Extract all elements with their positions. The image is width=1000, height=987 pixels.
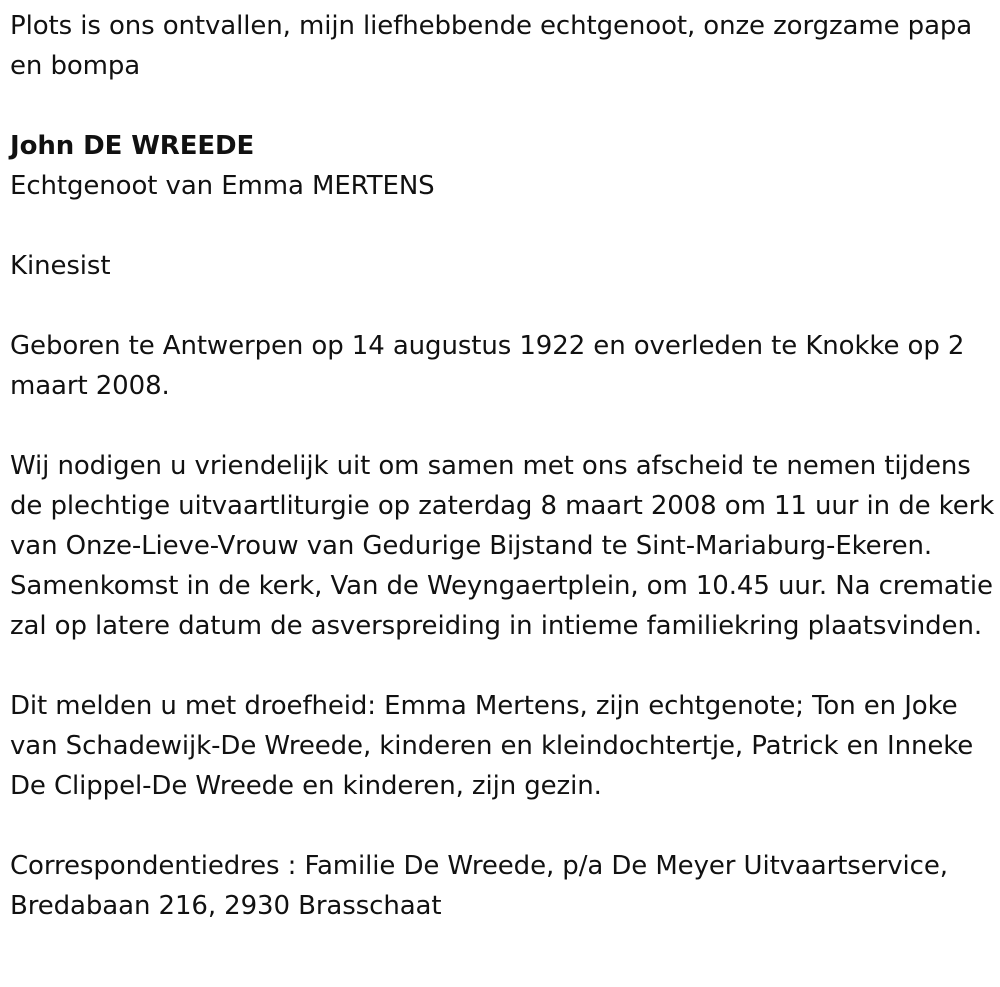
birth-death-paragraph: Geboren te Antwerpen op 14 augustus 1922 en overleden te Knokke op 2 maart 2008. <box>10 331 965 401</box>
funeral-invitation-paragraph: Wij nodigen u vriendelijk uit om samen met ons afscheid te nemen tijdens de plechtige uitvaartliturgie op zaterdag 8 maart 2008 om 11 uur in de kerk van Onze-Lieve-Vrouw van Gedurige Bijstand te Sint-Mariaburg-Ekeren. Samenkomst in de kerk, Van de Weyngaertplein, om 10.45 uur. Na crematie zal op latere datum de asverspreiding in intieme familiekring plaatsvinden. <box>10 451 995 641</box>
mourners-paragraph: Dit melden u met droefheid: Emma Mertens, zijn echtgenote; Ton en Joke van Schadewijk-De Wreede, kinderen en kleindochtertje, Patrick en Inneke De Clippel-De Wreede en kinderen, zijn gezin. <box>10 691 974 801</box>
spouse-line: Echtgenoot van Emma MERTENS <box>10 171 435 201</box>
death-notice <box>10 6 995 926</box>
correspondence-address: Correspondentiedres : Familie De Wreede, p/a De Meyer Uitvaartservice, Bredabaan 216, 2930 Brasschaat <box>10 851 948 921</box>
deceased-name: John DE WREEDE <box>10 131 255 161</box>
intro-text: Plots is ons ontvallen, mijn liefhebbende echtgenoot, onze zorgzame papa en bompa <box>10 11 973 81</box>
profession-line: Kinesist <box>10 251 111 281</box>
